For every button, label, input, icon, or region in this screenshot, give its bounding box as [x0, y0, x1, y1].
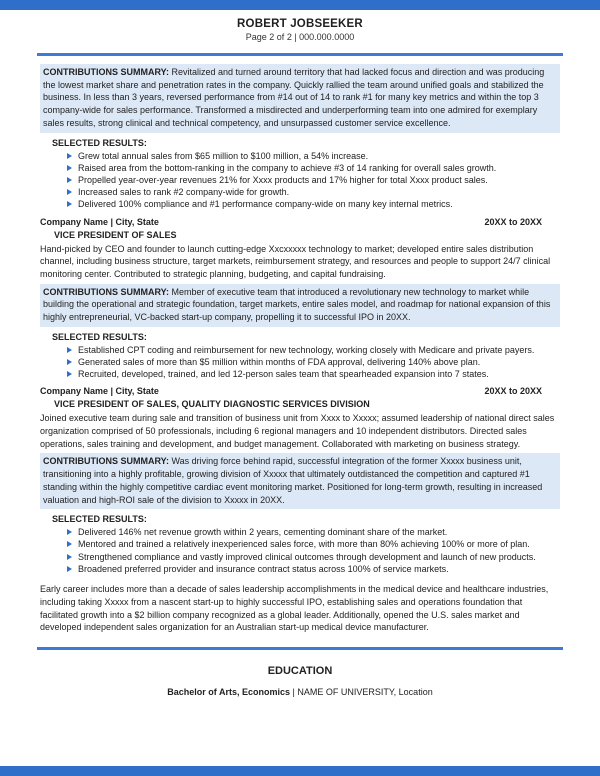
company-line: Company Name | City, State: [40, 386, 159, 397]
summary-label: CONTRIBUTIONS SUMMARY:: [43, 286, 169, 297]
education-entry: [40, 687, 560, 697]
top-accent-bar: [0, 0, 600, 10]
result-item: Generated sales of more than $5 million within months of FDA approval, delivering 140% above plan.: [66, 356, 560, 368]
company-line: Company Name | City, State: [40, 216, 159, 227]
section-divider: [37, 647, 563, 650]
result-item: Grew total annual sales from $65 million to $100 million, a 54% increase.: [66, 150, 560, 162]
summary-text: Member of executive team that introduced a revolutionary new technology to market while building the operational and strategic foundation, target markets, entire sales model, and roadmap for national expansion of this highly entrepreneurial, VC-backed start-up company, propelling it to successful IPO in 20XX.: [43, 286, 551, 323]
contributions-summary: [40, 284, 560, 327]
result-item: Recruited, developed, trained, and led 12-person sales team that spearheaded expansion into 7 states.: [66, 368, 560, 380]
contributions-summary: [40, 453, 560, 509]
result-item: Mentored and trained a relatively inexperienced sales force, with more than 80% achieving 100% or more of plan.: [66, 538, 560, 550]
result-item: Increased sales to rank #2 company-wide for growth.: [66, 186, 560, 198]
results-list: [40, 344, 560, 381]
education-heading: EDUCATION: [267, 664, 333, 677]
contributions-summary: [40, 64, 560, 133]
job-dates: 20XX to 20XX: [484, 386, 542, 397]
job-dates: 20XX to 20XX: [484, 216, 542, 227]
selected-results-title: SELECTED RESULTS:: [52, 331, 147, 342]
summary-text: Revitalized and turned around territory that had lacked focus and direction and was producing the lowest market share and penetration rates in the company. Quickly rallied the team around unified goals and stabilized the business. In less than 3 years, reversed performance from #14 out of 14 to rank #1 for many key metrics and within the top 3 company-wide for sales performance. Transformed a misdirected and underperforming team into one admired for exemplary sales results, strong clinical and technical competency, and unsurpassed customer service excellence.: [43, 67, 545, 128]
early-career-paragraph: Early career includes more than a decade of sales leadership accomplishments in the medical device and healthcare industries, including taking Xxxxx from a nascent start-up to highly successful IPO, establishing sales and operations foundation that facilitated growth into a $2 billion company recognized as a global leader. Additionally, opened the U.S. sales market and developed independent sales organization for an Australian start-up medical device manufacturer.: [40, 584, 549, 633]
job-title: VICE PRESIDENT OF SALES, QUALITY DIAGNOSTIC SERVICES DIVISION: [54, 399, 370, 410]
result-item: Raised area from the bottom-ranking in the company to achieve #3 of 14 ranking for overall sales growth.: [66, 162, 560, 174]
results-list: [40, 150, 560, 211]
job-description: Hand-picked by CEO and founder to launch cutting-edge Xxcxxxxx technology to market; developed entire sales distribution channel, including business structure, target markets, reimbursement strategy, and resources and people to support 24/7 clinical monitoring center. Contributed to strategic planning, budgeting, and capital fundraising.: [40, 243, 551, 279]
degree-name: Bachelor of Arts, Economics: [167, 686, 290, 697]
result-item: Strengthened compliance and vastly improved clinical outcomes through development and launch of new products.: [66, 551, 560, 563]
result-item: Broadened preferred provider and insurance contract status across 100% of service markets.: [66, 563, 560, 575]
summary-text: Was driving force behind rapid, successful integration of the former Xxxxx business unit, transitioning into a highly profitable, growing division of Xxxxx that ultimately outdistanced the competition and captured #1 standing within the highly competitive cardiac event monitoring market. Positioned for long-term growth, resulting in increased valuation and high-ROI sale of the division to Xxxxx in 20XX.: [43, 456, 543, 505]
selected-results-title: SELECTED RESULTS:: [52, 137, 147, 148]
header-divider: [37, 53, 563, 56]
resume-page: [40, 18, 560, 697]
result-item: Established CPT coding and reimbursement for new technology, working closely with Medicare and private payers.: [66, 344, 560, 356]
bottom-accent-bar: [0, 766, 600, 776]
job-description: Joined executive team during sale and transition of business unit from Xxxx to Xxxxx; assumed leadership of national direct sales organization comprised of 50 professionals, including 6 regional managers and 10 independent distributors. Directed sales operations, sales training and development, and budget management. Collaborated with marketing on business strategy.: [40, 413, 555, 449]
result-item: Propelled year-over-year revenues 21% for Xxxx products and 17% higher for total Xxxx product sales.: [66, 174, 560, 186]
job-header: [40, 217, 560, 227]
summary-label: CONTRIBUTIONS SUMMARY:: [43, 67, 169, 77]
school-name: | NAME OF UNIVERSITY, Location: [289, 686, 433, 697]
summary-label: CONTRIBUTIONS SUMMARY:: [43, 456, 169, 467]
job-header: [40, 386, 560, 396]
job-title: VICE PRESIDENT OF SALES: [54, 229, 177, 240]
selected-results-title: SELECTED RESULTS:: [52, 514, 147, 525]
candidate-name: ROBERT JOBSEEKER: [237, 18, 363, 30]
result-item: Delivered 100% compliance and #1 performance company-wide on many key internal metrics.: [66, 198, 560, 210]
page-info: Page 2 of 2 | 000.000.0000: [245, 32, 355, 42]
result-item: Delivered 146% net revenue growth within 2 years, cementing dominant share of the market.: [66, 526, 560, 538]
results-list: [40, 526, 560, 575]
